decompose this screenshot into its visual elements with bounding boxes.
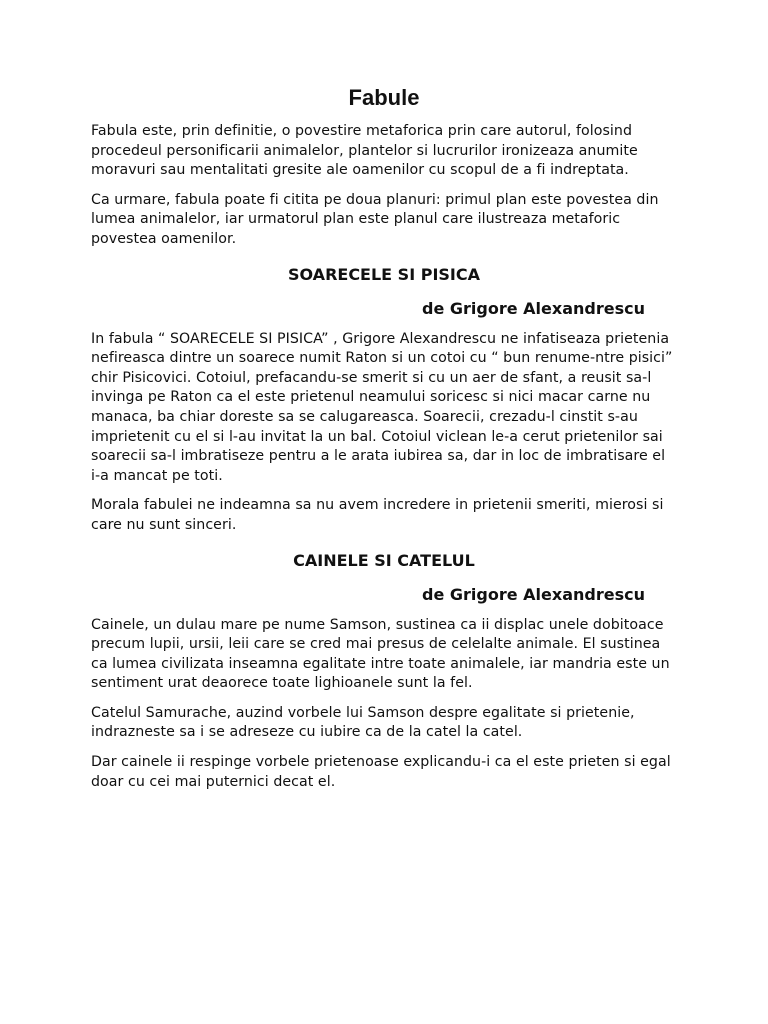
document-page bbox=[91, 84, 677, 802]
intro-paragraph: Fabula este, prin definitie, o povestire metaforica prin care autorul, folosind procedeul personificarii animalelor, plantelor si lucrurilor ironizeaza anumite moravuri sau mentalitati gresite ale oamenilor cu scopul de a fi indreptata. bbox=[91, 123, 638, 179]
section-paragraph: Cainele, un dulau mare pe nume Samson, sustinea ca ii displac unele dobitoace precum lupii, ursii, leii care se cred mai presus de celelalte animale. El sustinea ca lumea civilizata inseamna egalitate intre toate animalele, iar mandria este un sentiment urat deaorece toate lighioanele sunt la fel. bbox=[91, 616, 670, 692]
section-cainele-si-catelul bbox=[91, 550, 677, 793]
section-author: de Grigore Alexandrescu bbox=[422, 584, 645, 604]
document-title: Fabule bbox=[348, 85, 420, 110]
section-paragraph: Morala fabulei ne indeamna sa nu avem incredere in prietenii smeriti, mierosi si care nu sunt sinceri. bbox=[91, 497, 664, 533]
section-soarecele-si-pisica bbox=[91, 264, 677, 536]
section-heading: SOARECELE SI PISICA bbox=[287, 264, 481, 284]
section-paragraph: Catelul Samurache, auzind vorbele lui Samson despre egalitate si prietenie, indrazneste sa i se adreseze cu iubire ca de la catel la catel. bbox=[91, 704, 635, 741]
section-paragraph: In fabula “ SOARECELE SI PISICA” , Grigore Alexandrescu ne infatiseaza prietenia nefireasca dintre un soarece numit Raton si un cotoi cu “ bun renume-ntre pisici” chir Pisicovici. Cotoiul, prefacandu-se smerit si cu un aer de sfant, a reusit sa-l invinga pe Raton ca el este prietenul neamului soricesc si nici macar carne nu manaca, ba chiar doreste sa se calugareasca. Soarecii, crezadu-l cinstit s-au imprietenit cu el si l-au invitat la un bal. Cotoiul viclean le-a cerut prietenilor sai soarecii sa-l imbratiseze pentru a le arata iubirea sa, dar in loc de imbratisare el i-a mancat pe toti. bbox=[91, 330, 673, 484]
section-author: de Grigore Alexandrescu bbox=[422, 298, 645, 318]
section-paragraph: Dar cainele ii respinge vorbele prietenoase explicandu-i ca el este prieten si egal doar cu cei mai puternici decat el. bbox=[91, 754, 671, 790]
intro-paragraph: Ca urmare, fabula poate fi citita pe doua planuri: primul plan este povestea din lumea animalelor, iar urmatorul plan este planul care ilustreaza metaforic povestea oamenilor. bbox=[91, 191, 659, 247]
section-heading: CAINELE SI CATELUL bbox=[293, 550, 475, 570]
